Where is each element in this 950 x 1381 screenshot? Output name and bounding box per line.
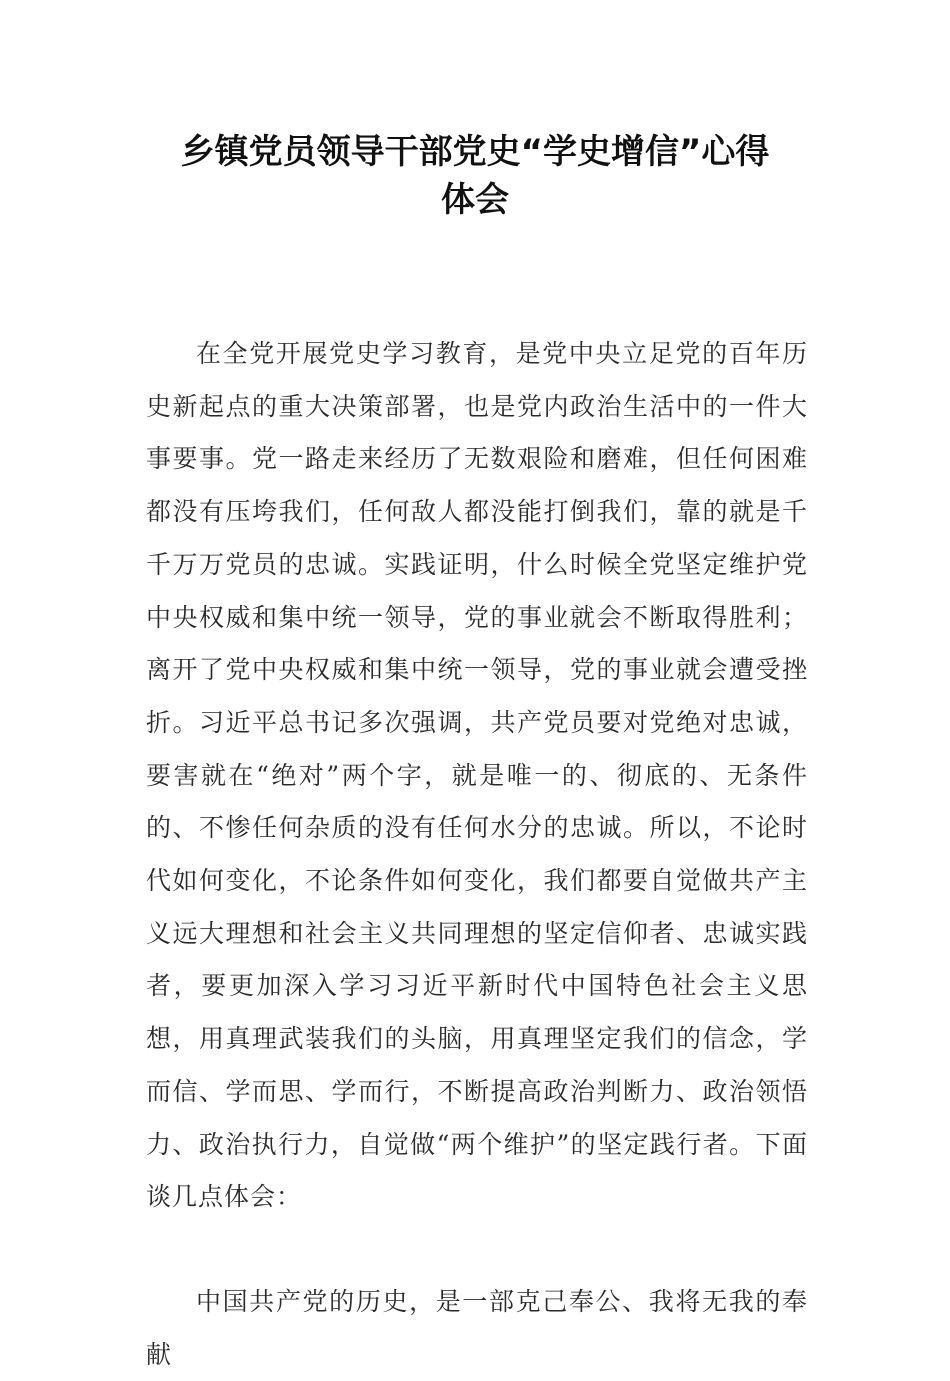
document-title — [120, 128, 830, 224]
paragraph-second: 中国共产党的历史，是一部克己奉公、我将无我的奉献 — [146, 1286, 808, 1369]
document-body — [146, 328, 808, 1381]
paragraph-intro: 在全党开展党史学习教育，是党中央立足党的百年历史新起点的重大决策部署，也是党内政治生活中的一件大事要事。党一路走来经历了无数艰险和磨难，但任何困难都没有压垮我们，任何敌人都没能打倒我们，靠的就是千千万万党员的忠诚。实践证明，什么时候全党坚定维护党中央权威和集中统一领导，党的事业就会不断取得胜利；离开了党中央权威和集中统一领导，党的事业就会遭受挫折。习近平总书记多次强调，共产党员要对党绝对忠诚，要害就在“绝对”两个字，就是唯一的、彻底的、无条件的、不惨任何杂质的没有任何水分的忠诚。所以，不论时代如何变化，不论条件如何变化，我们都要自觉做共产主义远大理想和社会主义共同理想的坚定信仰者、忠诚实践者，要更加深入学习习近平新时代中国特色社会主义思想，用真理武装我们的头脑，用真理坚定我们的信念，学而信、学而思、学而行，不断提高政治判断力、政治领悟力、政治执行力，自觉做“两个维护”的坚定践行者。下面谈几点体会： — [146, 339, 808, 1212]
title-line-1: 乡镇党员领导干部党史“学史增信”心得 — [180, 132, 770, 172]
title-line-2: 体会 — [441, 180, 509, 220]
